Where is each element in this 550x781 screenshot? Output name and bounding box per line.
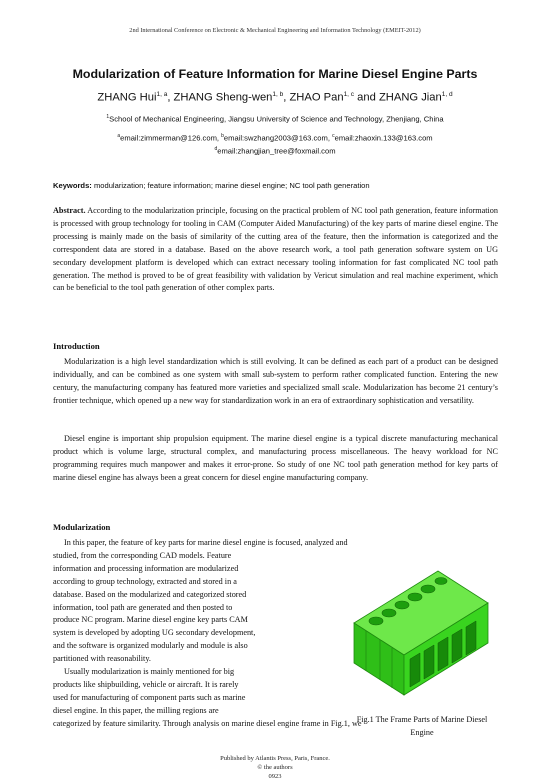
body-line: partitioned with reasonability. bbox=[53, 654, 151, 664]
conference-header: 2nd International Conference on Electronic & Mechanical Engineering and Information Technology (EMEIT-2012) bbox=[129, 27, 421, 34]
email-line bbox=[0, 131, 550, 144]
author-separator: , bbox=[283, 91, 290, 104]
author-name: ZHANG Hui bbox=[97, 91, 157, 104]
body-line: studied, from the corresponding CAD models. Feature bbox=[53, 550, 232, 560]
body-line: Usually modularization is mainly mentioned for big bbox=[64, 667, 235, 677]
author-superscript: 1, b bbox=[272, 91, 284, 98]
body-line: according to group technology, extracted and stored in a bbox=[53, 576, 237, 586]
keywords-text: modularization; feature information; marine diesel engine; NC tool path generation bbox=[91, 181, 370, 190]
intro-paragraph-2: Diesel engine is important ship propulsion equipment. The marine diesel engine is a typical discrete manufacturing mechanical product which is volume large, structural complex, and manufacturing process miscellaneous. The heavy workload for NC programming requires much manpower and makes it error-prone. So study of one NC tool path generation method for key parts of marine diesel engine has always been a great concern for diesel engine manufacturing company. bbox=[53, 434, 498, 482]
intro-paragraph-1: Modularization is a high level standardization which is still evolving. It can be defined as each part of a product can be designed individually, and can be combined as one system with small sub-system to perform rather complicated function. Entering the new century, the manufacturing company has featured more varieties and specialized small scale. Modularization has become 21 century’s frontier technique, which opened up a new way for standardization work in an era of extraordinary sophistication and versatility. bbox=[53, 357, 498, 405]
author-list bbox=[0, 91, 550, 104]
figure-caption: Fig.1 The Frame Parts of Marine Diesel Engine bbox=[356, 715, 488, 737]
body-line: diesel engine. In this paper, the milling regions are bbox=[53, 705, 219, 715]
body-line: system is developed by adopting UG secondary development, bbox=[53, 628, 256, 638]
keywords-label: Keywords: bbox=[53, 181, 92, 190]
abstract bbox=[53, 205, 498, 295]
body-line: categorized by feature similarity. Through analysis on marine diesel engine frame in Fig.1, we bbox=[53, 718, 362, 728]
page-number: 0923 bbox=[268, 773, 282, 780]
publisher-line: Published by Atlantis Press, Paris, France. bbox=[220, 755, 330, 762]
author-name: ZHAO Pan bbox=[289, 91, 344, 104]
body-line: In this paper, the feature of key parts for marine diesel engine is focused, analyzed and bbox=[64, 538, 348, 547]
copyright-line: © the authors bbox=[257, 764, 293, 771]
author-separator: , bbox=[167, 91, 174, 104]
email-line bbox=[0, 144, 550, 157]
affiliation-text: School of Mechanical Engineering, Jiangsu University of Science and Technology, Zhenjiang, China bbox=[109, 114, 444, 124]
body-line: produce NC program. Marine diesel engine key parts CAM bbox=[53, 615, 248, 625]
email-superscript: c bbox=[332, 133, 335, 139]
body-line: database. Based on the modularized and categorized stored bbox=[53, 589, 247, 599]
email-block bbox=[0, 131, 550, 156]
section-heading-modularization: Modularization bbox=[53, 522, 111, 532]
body-line: information, tool path are generated and then posted to bbox=[53, 602, 233, 612]
email-address: email:zhaoxin.133@163.com bbox=[334, 133, 433, 143]
keywords bbox=[53, 181, 503, 190]
email-address: email:zimmerman@126.com, bbox=[120, 133, 222, 143]
email-superscript: a bbox=[117, 133, 121, 139]
abstract-text: According to the modularization principle, focusing on the practical problem of NC tool path generation, feature information is processed with group technology for tooling in CAM (Computer Aided Manufacturing) of the key parts of marine diesel engine. The processing is mainly made on the basis of similarity of the cutting area of the feature, then the information is categorized and the correspondent data are stored in a database. Based on the above research work, a tool path generation software system on UG secondary development platform is developed which can extract necessary tooling information for fast complicated NC tool path generation. The method is proved to be of great feasibility with validation by Vericut simulation and real machine experiment, which can be beneficial to the tool path generation of other complex parts. bbox=[53, 206, 498, 293]
author-name: ZHANG Jian bbox=[378, 91, 442, 104]
section-heading-introduction: Introduction bbox=[53, 341, 100, 351]
email-address: email:zhangjian_tree@foxmail.com bbox=[217, 146, 336, 156]
affiliation bbox=[0, 114, 550, 124]
email-superscript: b bbox=[221, 133, 224, 139]
abstract-label: Abstract. bbox=[53, 206, 86, 215]
author-superscript: 1, d bbox=[441, 91, 453, 98]
paper-title: Modularization of Feature Information for Marine Diesel Engine Parts bbox=[72, 67, 478, 81]
author-superscript: 1, a bbox=[156, 91, 168, 98]
author-superscript: 1, c bbox=[343, 91, 355, 98]
affiliation-superscript: 1 bbox=[106, 114, 110, 120]
body-line: used for manufacturing of component parts such as marine bbox=[53, 692, 246, 702]
author-separator: and bbox=[354, 91, 379, 104]
engine-frame-model bbox=[354, 571, 488, 695]
email-address: email:swzhang2003@163.com, bbox=[223, 133, 333, 143]
body-line: products like shipbuilding, vehicle or aircraft. It is rarely bbox=[53, 679, 239, 689]
email-superscript: d bbox=[214, 145, 218, 152]
engine-frame-figure bbox=[346, 563, 496, 701]
body-line: and the software is organized modularly and module is also bbox=[53, 641, 248, 651]
body-line: information and processing information are modularized bbox=[53, 563, 239, 573]
author-name: ZHANG Sheng-wen bbox=[173, 91, 273, 104]
